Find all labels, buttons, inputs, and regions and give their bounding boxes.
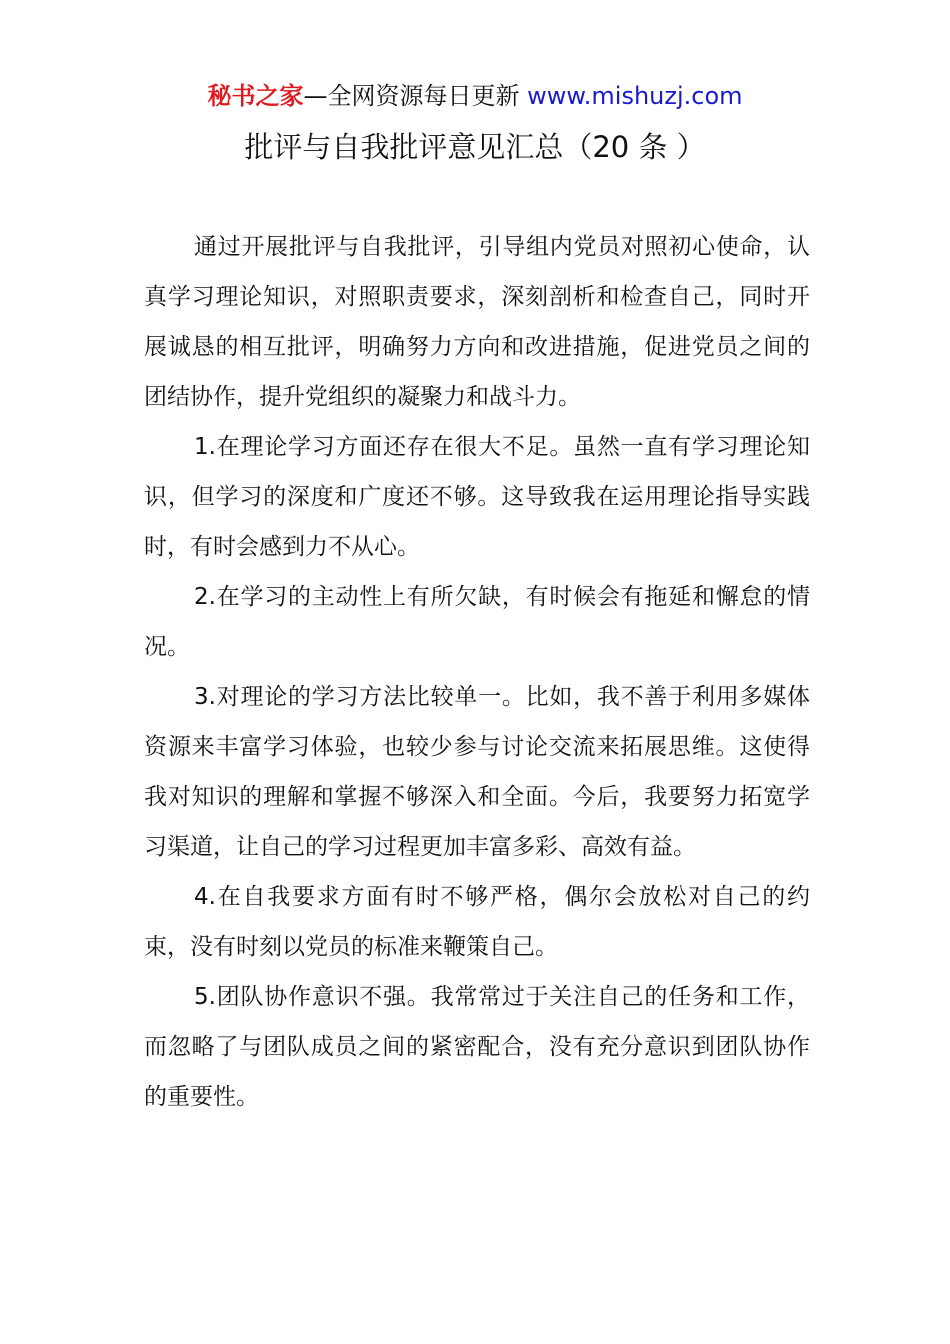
site-url: www.mishuzj.com [527,82,743,110]
document-title: 批评与自我批评意见汇总（20 条 ） [244,130,706,164]
site-header [0,80,950,112]
list-item: 4.在自我要求方面有时不够严格，偶尔会放松对自己的约束，没有时刻以党员的标准来鞭策自己。 [144,884,810,960]
list-item: 5.团队协作意识不强。我常常过于关注自己的任务和工作，而忽略了与团队成员之间的紧密配合，没有充分意识到团队协作的重要性。 [144,984,810,1110]
list-item: 3.对理论的学习方法比较单一。比如，我不善于利用多媒体资源来丰富学习体验，也较少参与讨论交流来拓展思维。这使得我对知识的理解和掌握不够深入和全面。今后，我要努力拓宽学习渠道，让自己的学习过程更加丰富多彩、高效有益。 [144,684,810,860]
list-item: 2.在学习的主动性上有所欠缺，有时候会有拖延和懈怠的情况。 [144,584,810,660]
intro-paragraph: 通过开展批评与自我批评，引导组内党员对照初心使命，认真学习理论知识，对照职责要求，深刻剖析和检查自己，同时开展诚恳的相互批评，明确努力方向和改进措施，促进党员之间的团结协作，提升党组织的凝聚力和战斗力。 [144,234,810,410]
list-item: 1.在理论学习方面还存在很大不足。虽然一直有学习理论知识，但学习的深度和广度还不够。这导致我在运用理论指导实践时，有时会感到力不从心。 [144,434,810,560]
document-body [144,222,810,1122]
site-brand: 秘书之家 [207,82,304,110]
site-tagline: —全网资源每日更新 [303,82,528,110]
